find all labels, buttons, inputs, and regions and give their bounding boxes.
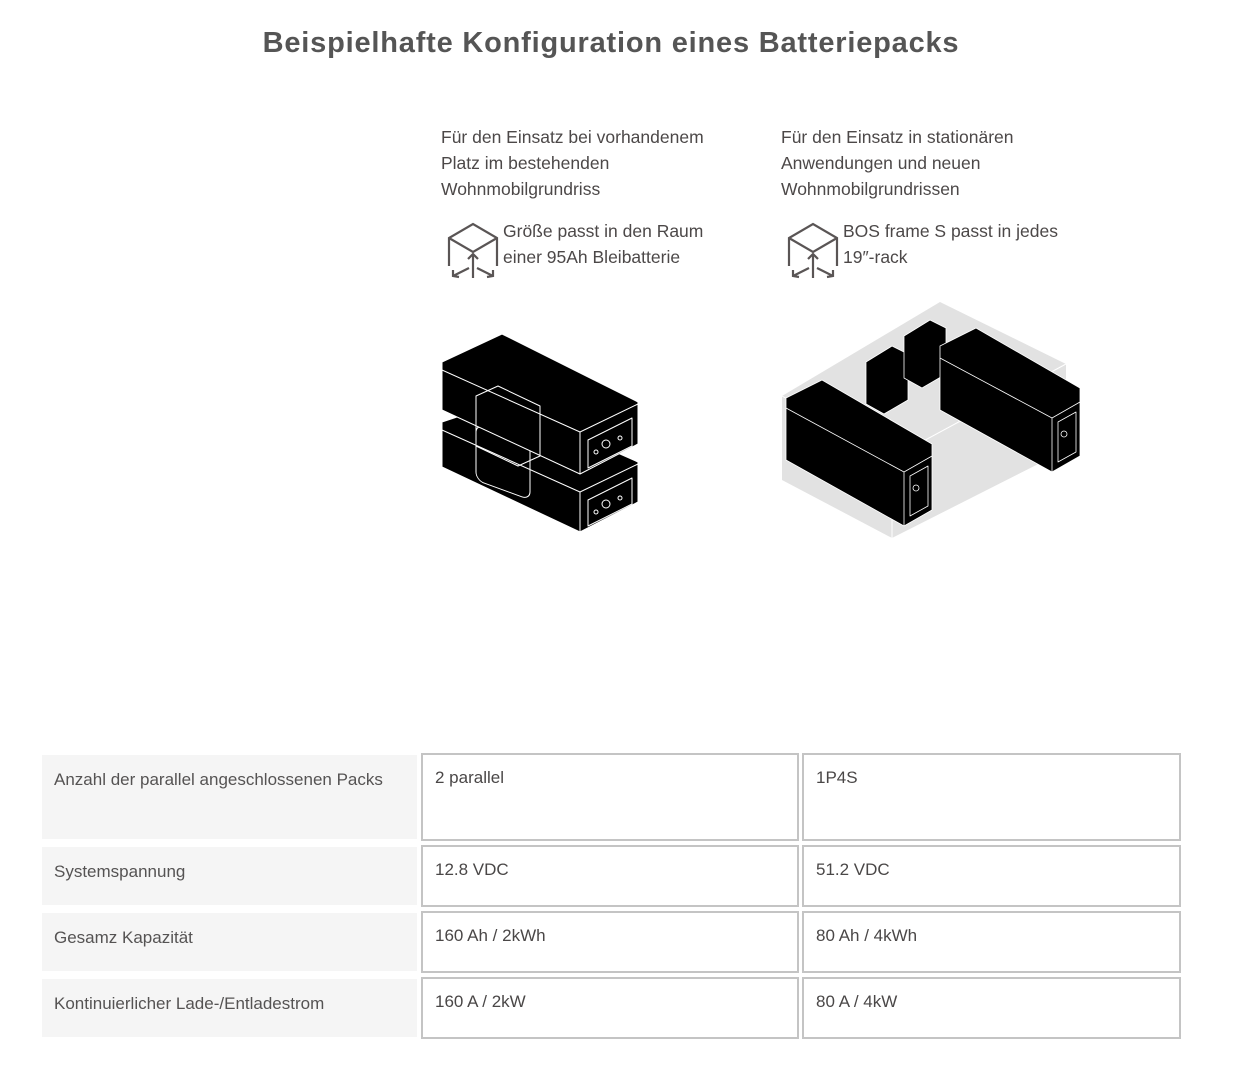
two-stacked-battery-packs-illustration — [440, 332, 642, 537]
option-column-1 — [441, 124, 741, 284]
value-cell-option-1: 160 Ah / 2kWh — [421, 911, 799, 973]
value-cell-option-1: 2 parallel — [421, 753, 799, 841]
value-cell-option-1: 12.8 VDC — [421, 845, 799, 907]
row-label: Gesamz Kapazität — [42, 913, 417, 971]
page-title: Beispielhafte Konfiguration eines Batteriepacks — [262, 27, 960, 60]
value-cell-option-1: 160 A / 2kW — [421, 977, 799, 1039]
option-description: Für den Einsatz bei vorhandenem Platz im bestehenden Wohnmobilgrundriss — [441, 127, 704, 199]
table-row — [42, 911, 1182, 973]
cube-dimensions-icon — [785, 220, 841, 284]
option-column-2 — [781, 124, 1081, 284]
option-feature-text: Größe passt in den Raum einer 95Ah Bleibatterie — [503, 221, 704, 267]
option-feature — [441, 222, 741, 284]
option-feature-text: BOS frame S passt in jedes 19″-rack — [843, 221, 1058, 267]
value-cell-option-2: 1P4S — [802, 753, 1181, 841]
value-cell-option-2: 80 Ah / 4kWh — [802, 911, 1181, 973]
row-label: Kontinuierlicher Lade-/Entladestrom — [42, 979, 417, 1037]
table-row — [42, 845, 1182, 907]
row-label: Anzahl der parallel angeschlossenen Packs — [42, 755, 417, 839]
row-label: Systemspannung — [42, 847, 417, 905]
value-cell-option-2: 51.2 VDC — [802, 845, 1181, 907]
cube-dimensions-icon — [445, 220, 501, 284]
battery-packs-in-19-inch-rack-illustration — [780, 300, 1082, 542]
spec-table — [42, 753, 1182, 1043]
option-feature — [781, 222, 1081, 284]
value-cell-option-2: 80 A / 4kW — [802, 977, 1181, 1039]
table-row — [42, 977, 1182, 1039]
option-description: Für den Einsatz in stationären Anwendungen und neuen Wohnmobilgrundrissen — [781, 127, 1014, 199]
table-row — [42, 753, 1182, 841]
